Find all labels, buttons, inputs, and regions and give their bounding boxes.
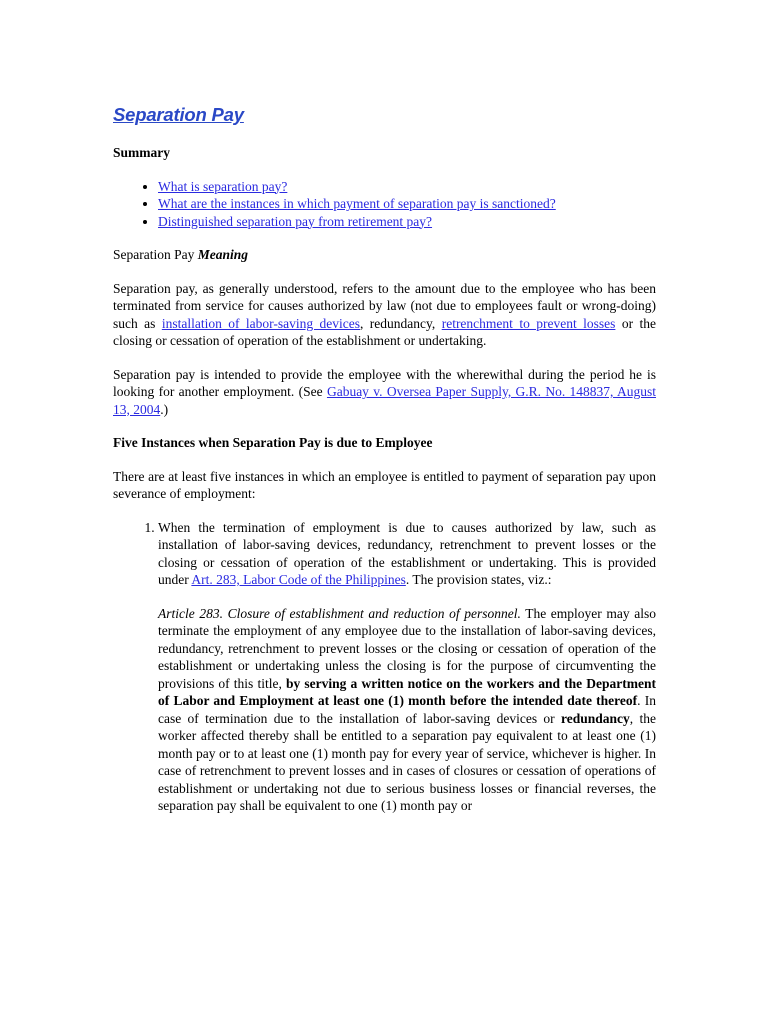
document-body xyxy=(113,144,656,831)
article-283-quote xyxy=(158,605,656,815)
quote-text: . In case of termination due to the installation of labor-saving devices or xyxy=(158,693,656,726)
paragraph-text: or the closing or cessation of operation of the establishment or undertaking. xyxy=(113,315,656,348)
instance-1-text xyxy=(158,519,656,589)
instances-intro: There are at least five instances in which an employee is entitled to payment of separation pay upon severance of employment: xyxy=(113,468,656,501)
paragraph-text: Separation pay is intended to provide the employee with the wherewithal during the period he is looking for another employment. (See xyxy=(113,366,656,399)
quote-title: Article 283. Closure of establishment and reduction of personnel. xyxy=(158,605,521,621)
paragraph-text: Separation pay, as generally understood, refers to the amount due to the employee who has been terminated from service for causes authorized by law (not due to employees fault or wrong-doing) such as xyxy=(113,280,656,331)
meaning-paragraph-1 xyxy=(113,280,656,350)
list-item xyxy=(158,519,656,815)
summary-link-what-is[interactable]: What is separation pay? xyxy=(158,178,288,194)
summary-heading: Summary xyxy=(113,145,170,160)
paragraph-text: When the termination of employment is due to causes authorized by law, such as installation of labor-saving devices, redundancy, retrenchment to prevent losses or the closing or cessation of operation of the establishment or undertaking. This is provided under xyxy=(158,519,656,587)
summary-link-distinguished[interactable]: Distinguished separation pay from retirement pay? xyxy=(158,213,433,229)
meaning-heading xyxy=(113,246,656,264)
quote-text: , the worker affected thereby shall be entitled to a separation pay equivalent to at least one (1) month pay or to at least one (1) month pay for every year of service, whichever is higher. In case of retrenchment to prevent losses and in cases of closures or cessation of operations of establishment or undertaking not due to serious business losses or financial reverses, the separation pay shall be equivalent to one (1) month pay or xyxy=(158,710,656,813)
link-labor-saving-devices[interactable]: installation of labor-saving devices xyxy=(161,315,361,331)
paragraph-text: . The provision states, viz.: xyxy=(405,572,552,587)
link-gabuay-case[interactable]: Gabuay v. Oversea Paper Supply, G.R. No. 148837, August 13, 2004 xyxy=(113,384,657,417)
list-item xyxy=(158,178,656,196)
paragraph-text: .) xyxy=(160,401,169,417)
quote-bold: redundancy xyxy=(561,710,630,726)
list-item xyxy=(158,195,656,213)
quote-bold: by serving a written notice on the workers and the Department of Labor and Employment at least one (1) month before the intended date thereof xyxy=(158,675,656,708)
summary-link-instances[interactable]: What are the instances in which payment of separation pay is sanctioned? xyxy=(158,196,556,211)
list-item xyxy=(158,213,656,231)
meaning-heading-text: Separation Pay xyxy=(113,247,198,262)
paragraph-text: , redundancy, xyxy=(360,315,442,331)
link-art-283[interactable]: Art. 283, Labor Code of the Philippines xyxy=(191,572,406,587)
meaning-paragraph-2 xyxy=(113,366,656,419)
quote-text: The employer may also terminate the employment of any employee due to the installation of labor-saving devices, redundancy, retrenchment to prevent losses or the closing or cessation of operation of the establishment or undertaking unless the closing is for the purpose of circumventing the provisions of this title, xyxy=(158,605,656,691)
page-title: Separation Pay xyxy=(113,104,244,125)
summary-list xyxy=(113,178,656,231)
link-retrenchment[interactable]: retrenchment to prevent losses xyxy=(441,315,616,331)
meaning-heading-italic: Meaning xyxy=(197,247,248,262)
instances-list xyxy=(113,519,656,815)
instances-heading: Five Instances when Separation Pay is due to Employee xyxy=(113,435,433,450)
